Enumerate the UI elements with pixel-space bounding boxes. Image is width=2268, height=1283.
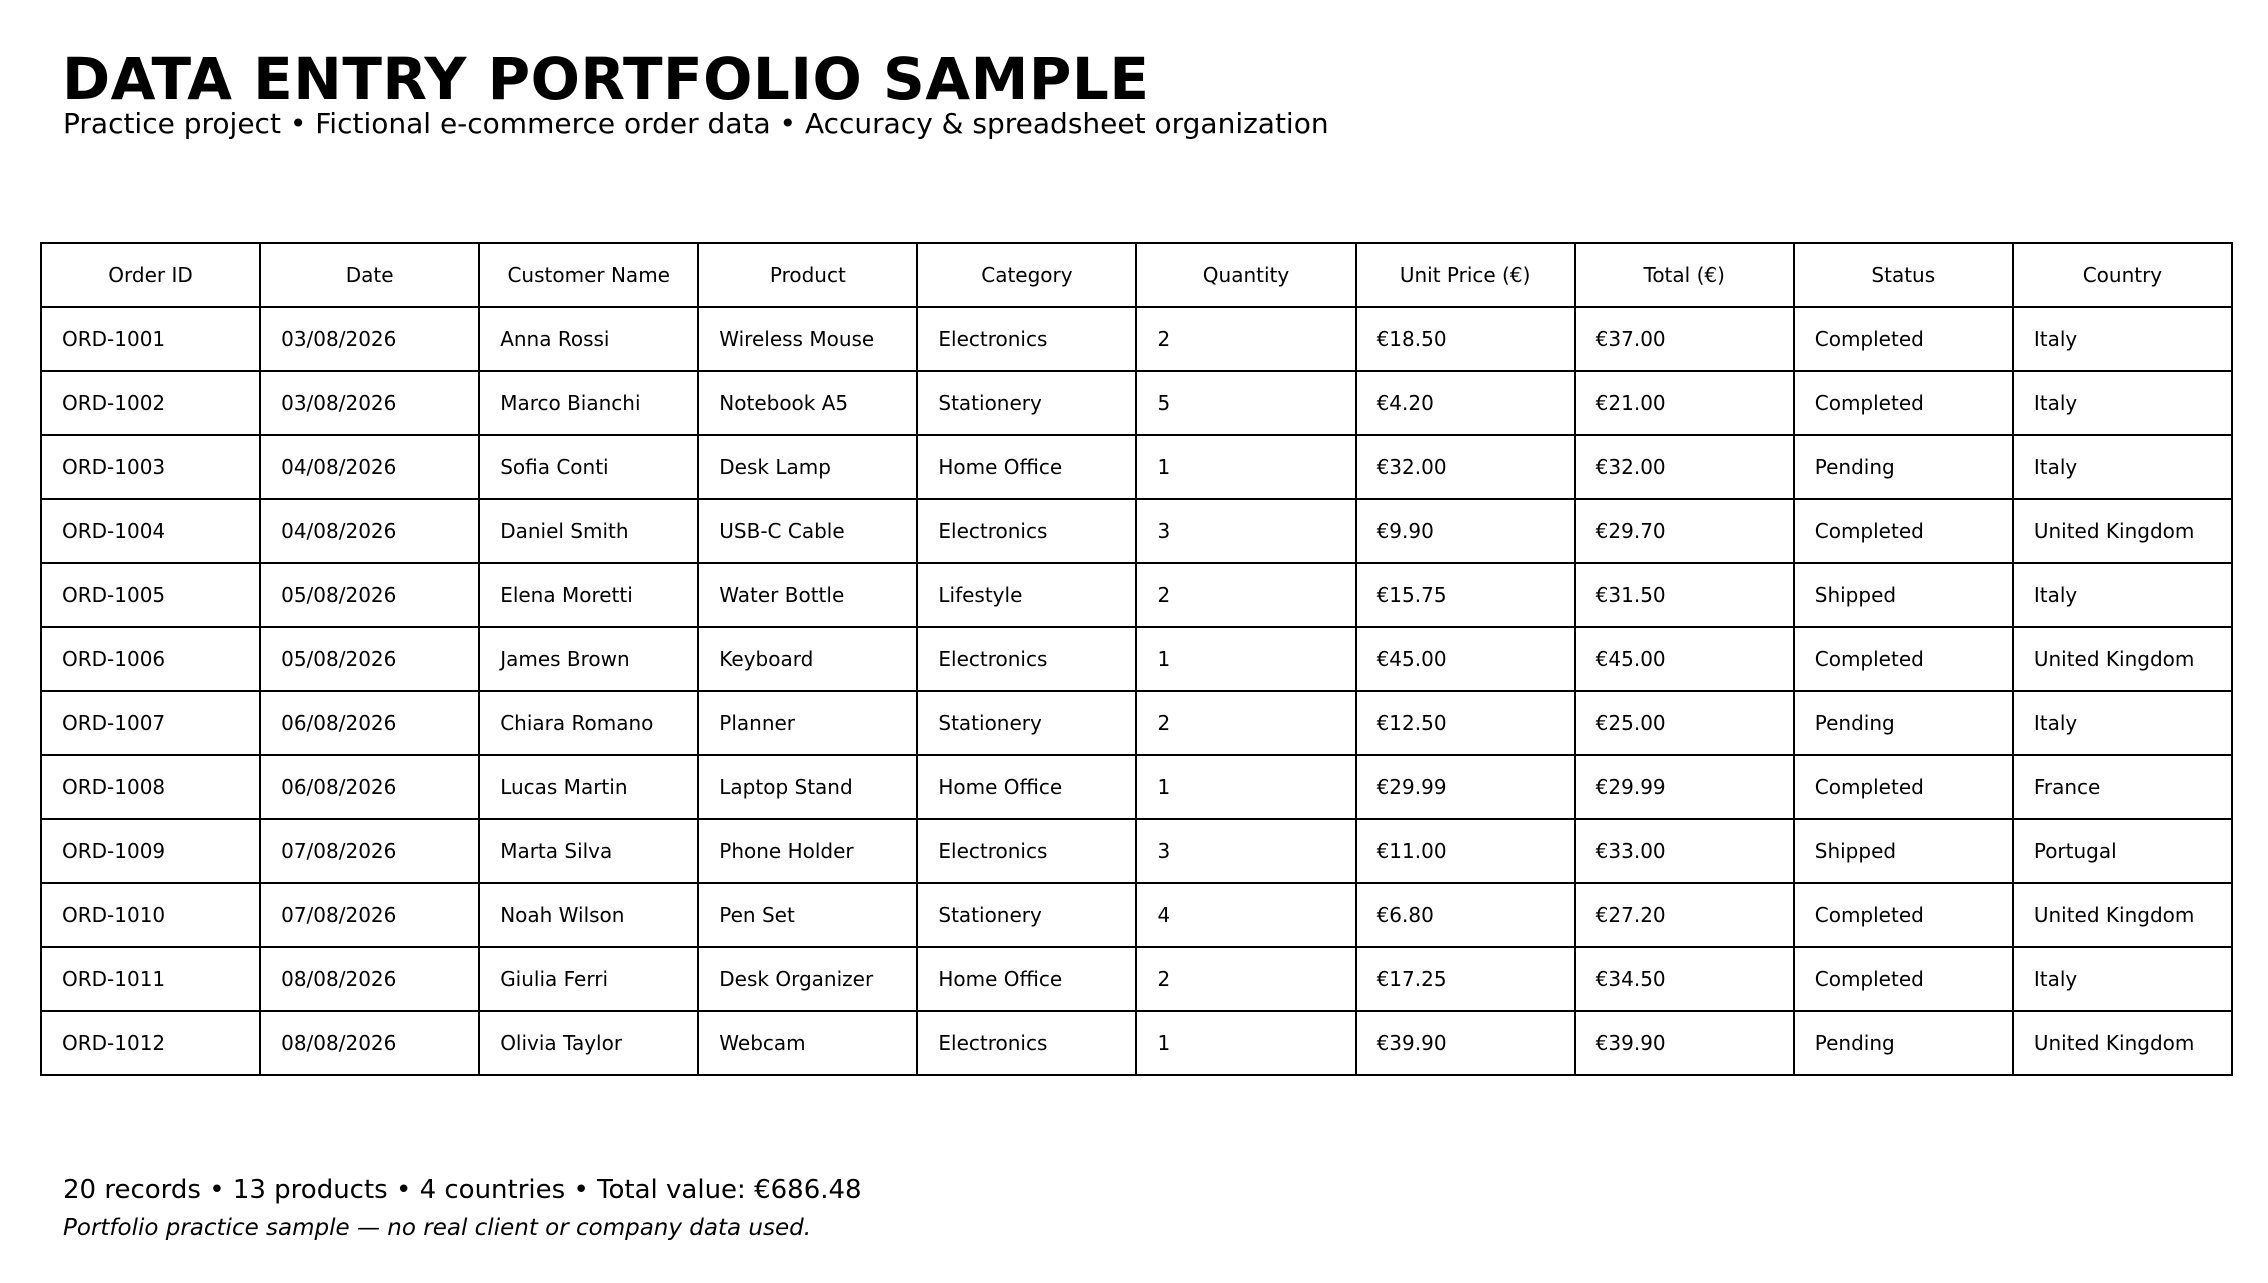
table-cell: €34.50 [1575,947,1794,1011]
table-cell: United Kingdom [2013,499,2232,563]
table-cell: Keyboard [698,627,917,691]
table-row [41,819,2232,883]
table-body [41,307,2232,1075]
table-cell: Giulia Ferri [479,947,698,1011]
table-cell: Italy [2013,435,2232,499]
table-cell: Completed [1794,371,2013,435]
table-row [41,307,2232,371]
table-cell: 2 [1136,947,1355,1011]
table-cell: ORD-1010 [41,883,260,947]
table-cell: €9.90 [1356,499,1575,563]
table-cell: 05/08/2026 [260,563,479,627]
table-cell: Completed [1794,627,2013,691]
table-cell: 07/08/2026 [260,883,479,947]
table-cell: ORD-1001 [41,307,260,371]
table-cell: Electronics [917,499,1136,563]
table-cell: €32.00 [1575,435,1794,499]
table-cell: Italy [2013,691,2232,755]
table-cell: Sofia Conti [479,435,698,499]
table-cell: Notebook A5 [698,371,917,435]
table-cell: €29.99 [1575,755,1794,819]
table-cell: Pending [1794,435,2013,499]
table-cell: Portugal [2013,819,2232,883]
table-cell: ORD-1007 [41,691,260,755]
column-header: Date [260,243,479,307]
table-cell: Shipped [1794,819,2013,883]
column-header: Quantity [1136,243,1355,307]
table-cell: €37.00 [1575,307,1794,371]
table-cell: Marco Bianchi [479,371,698,435]
table-cell: ORD-1009 [41,819,260,883]
table-cell: Italy [2013,563,2232,627]
table-row [41,563,2232,627]
table-row [41,435,2232,499]
table-cell: Planner [698,691,917,755]
table-cell: United Kingdom [2013,627,2232,691]
table-cell: €21.00 [1575,371,1794,435]
table-cell: 06/08/2026 [260,755,479,819]
table-cell: Anna Rossi [479,307,698,371]
table-cell: 1 [1136,627,1355,691]
table-cell: 4 [1136,883,1355,947]
table-cell: Home Office [917,947,1136,1011]
table-cell: Desk Lamp [698,435,917,499]
table-cell: €45.00 [1356,627,1575,691]
table-cell: Lucas Martin [479,755,698,819]
table-cell: Wireless Mouse [698,307,917,371]
table-cell: €29.70 [1575,499,1794,563]
table-cell: Daniel Smith [479,499,698,563]
table-row [41,947,2232,1011]
table-cell: Completed [1794,499,2013,563]
table-cell: 04/08/2026 [260,499,479,563]
table-cell: 05/08/2026 [260,627,479,691]
table-cell: ORD-1006 [41,627,260,691]
column-header: Category [917,243,1136,307]
table-cell: United Kingdom [2013,883,2232,947]
table-cell: ORD-1002 [41,371,260,435]
table-cell: Electronics [917,307,1136,371]
table-cell: Chiara Romano [479,691,698,755]
table-cell: 1 [1136,755,1355,819]
table-cell: Italy [2013,947,2232,1011]
table-cell: 1 [1136,435,1355,499]
table-cell: ORD-1008 [41,755,260,819]
table-cell: 2 [1136,691,1355,755]
table-cell: 2 [1136,307,1355,371]
table-cell: Noah Wilson [479,883,698,947]
table-cell: €18.50 [1356,307,1575,371]
page-title: DATA ENTRY PORTFOLIO SAMPLE [62,45,1150,113]
table-cell: €32.00 [1356,435,1575,499]
table-cell: €4.20 [1356,371,1575,435]
table-cell: United Kingdom [2013,1011,2232,1075]
column-header: Order ID [41,243,260,307]
table-cell: Electronics [917,627,1136,691]
table-cell: €12.50 [1356,691,1575,755]
table-cell: Pending [1794,691,2013,755]
table-cell: €33.00 [1575,819,1794,883]
table-cell: Stationery [917,883,1136,947]
table-header [41,243,2232,307]
table-cell: Completed [1794,307,2013,371]
table-cell: Laptop Stand [698,755,917,819]
table-cell: 5 [1136,371,1355,435]
table-row [41,755,2232,819]
table-cell: €6.80 [1356,883,1575,947]
table-row [41,627,2232,691]
summary-line: 20 records • 13 products • 4 countries • Total value: €686.48 [63,1175,862,1205]
table-cell: Home Office [917,755,1136,819]
table-cell: ORD-1004 [41,499,260,563]
column-header: Country [2013,243,2232,307]
table-cell: 08/08/2026 [260,947,479,1011]
table-cell: Italy [2013,371,2232,435]
table-cell: Phone Holder [698,819,917,883]
table-cell: Webcam [698,1011,917,1075]
table-cell: Completed [1794,755,2013,819]
table-cell: €17.25 [1356,947,1575,1011]
table-cell: Elena Moretti [479,563,698,627]
table-cell: Stationery [917,691,1136,755]
column-header: Status [1794,243,2013,307]
table-cell: Electronics [917,1011,1136,1075]
table-cell: €39.90 [1575,1011,1794,1075]
table-row [41,883,2232,947]
table-cell: €27.20 [1575,883,1794,947]
table-cell: 2 [1136,563,1355,627]
table-cell: 03/08/2026 [260,371,479,435]
table-cell: Water Bottle [698,563,917,627]
table-cell: 3 [1136,819,1355,883]
page-subtitle: Practice project • Fictional e-commerce order data • Accuracy & spreadsheet organization [63,107,1329,140]
table-cell: €25.00 [1575,691,1794,755]
table-cell: 06/08/2026 [260,691,479,755]
table-cell: Desk Organizer [698,947,917,1011]
table-cell: 3 [1136,499,1355,563]
table-cell: ORD-1012 [41,1011,260,1075]
table-row [41,371,2232,435]
table-cell: USB-C Cable [698,499,917,563]
table-cell: Marta Silva [479,819,698,883]
table-row [41,691,2232,755]
disclaimer: Portfolio practice sample — no real client or company data used. [63,1215,812,1241]
column-header: Customer Name [479,243,698,307]
table-cell: Italy [2013,307,2232,371]
orders-table [40,242,2233,1076]
table-row [41,499,2232,563]
column-header: Total (€) [1575,243,1794,307]
table-cell: Completed [1794,947,2013,1011]
table-cell: €11.00 [1356,819,1575,883]
table-row [41,1011,2232,1075]
table-cell: James Brown [479,627,698,691]
table-cell: Olivia Taylor [479,1011,698,1075]
table-cell: €39.90 [1356,1011,1575,1075]
table-cell: €15.75 [1356,563,1575,627]
table-cell: 03/08/2026 [260,307,479,371]
table-cell: ORD-1011 [41,947,260,1011]
table-cell: Pending [1794,1011,2013,1075]
table-cell: €29.99 [1356,755,1575,819]
table-cell: ORD-1005 [41,563,260,627]
table-cell: Stationery [917,371,1136,435]
column-header: Unit Price (€) [1356,243,1575,307]
table-cell: Completed [1794,883,2013,947]
table-cell: Electronics [917,819,1136,883]
table-cell: 04/08/2026 [260,435,479,499]
table-cell: €45.00 [1575,627,1794,691]
table-cell: 1 [1136,1011,1355,1075]
table-header-row [41,243,2232,307]
table-cell: €31.50 [1575,563,1794,627]
table-cell: Pen Set [698,883,917,947]
table-cell: 08/08/2026 [260,1011,479,1075]
table-cell: 07/08/2026 [260,819,479,883]
table-cell: Shipped [1794,563,2013,627]
table-cell: ORD-1003 [41,435,260,499]
column-header: Product [698,243,917,307]
table-cell: Lifestyle [917,563,1136,627]
table-cell: Home Office [917,435,1136,499]
table-cell: France [2013,755,2232,819]
